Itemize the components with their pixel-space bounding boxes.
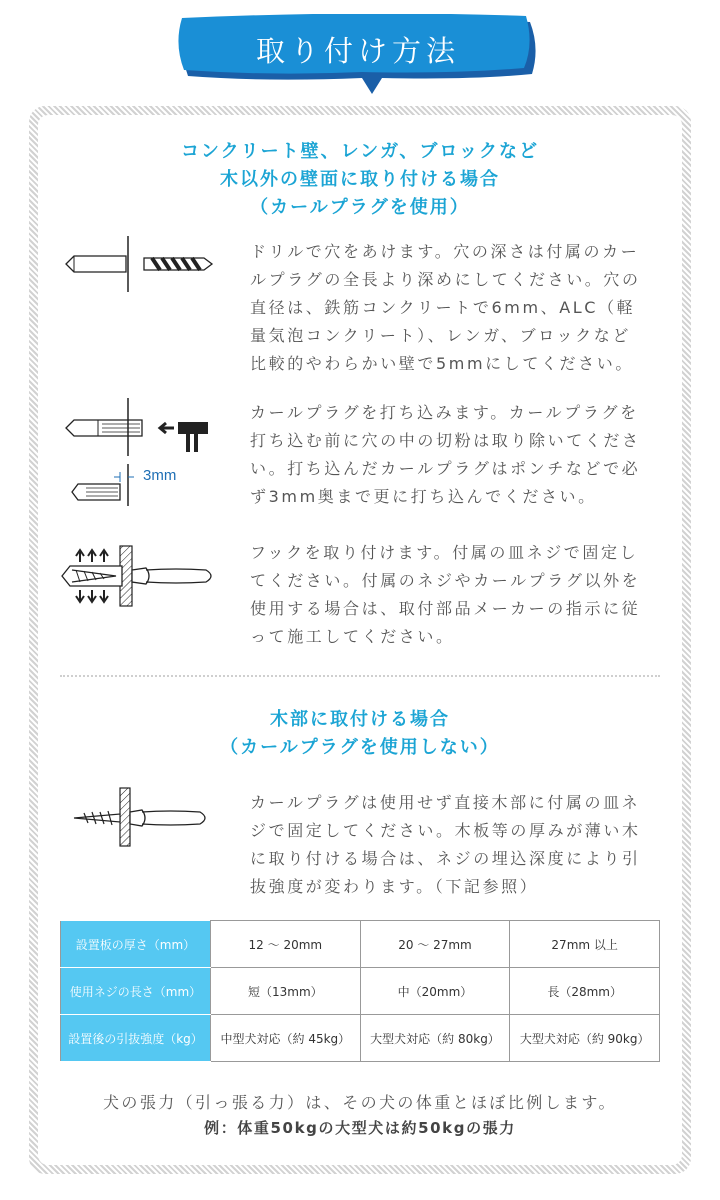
text-line: ルプラグの全長より深めにしてください。穴の [250, 270, 641, 289]
table-cell: 大型犬対応（約 90kg） [510, 1015, 660, 1062]
heading-line: 木以外の壁面に取り付ける場合 [220, 169, 500, 190]
text-line: 抜強度が変わります。（下記参照） [250, 877, 539, 896]
step-text-screw [250, 539, 654, 651]
table-row [61, 968, 660, 1015]
dimension-label: 3mm [143, 467, 177, 484]
page-title: 取り付け方法 [255, 34, 460, 68]
text-line: 比較的やわらかい壁で5mmにしてください。 [250, 354, 634, 373]
text-line: い。打ち込んだカールプラグはポンチなどで必 [250, 459, 641, 478]
table-row [61, 921, 660, 968]
table-cell: 中（20mm） [360, 968, 510, 1015]
step-text-plug [250, 399, 654, 511]
section-heading-masonry [60, 138, 660, 222]
text-line: てください。付属のネジやカールプラグ以外を [250, 571, 641, 590]
heading-line: （カールプラグを使用） [250, 197, 470, 218]
step-text-drill [250, 238, 654, 378]
heading-line: 木部に取付ける場合 [270, 709, 450, 730]
table-cell: 12 〜 20mm [211, 921, 361, 968]
table-row [61, 1015, 660, 1062]
text-line: に取り付ける場合は、ネジの埋込深度により引 [250, 849, 641, 868]
table-cell: 27mm 以上 [510, 921, 660, 968]
text-line: ドリルで穴をあけます。穴の深さは付属のカー [250, 242, 640, 261]
text-line: 直径は、鉄筋コンクリートで6mm、ALC（軽 [250, 298, 636, 317]
heading-line: コンクリート壁、レンガ、ブロックなど [180, 141, 540, 162]
text-line: ず3mm奥まで更に打ち込んでください。 [250, 487, 597, 506]
row-header: 設置後の引抜強度（kg） [61, 1015, 211, 1062]
text-line: ジで固定してください。木板等の厚みが薄い木 [250, 821, 641, 840]
table-cell: 中型犬対応（約 45kg） [211, 1015, 361, 1062]
screw-expansion-icon [56, 542, 226, 612]
row-header: 使用ネジの長さ（mm） [61, 968, 211, 1015]
drill-bit-icon [62, 232, 222, 296]
text-line: カールプラグを打ち込みます。カールプラグを [250, 403, 639, 422]
text-line: 量気泡コンクリート）、レンガ、ブロックなど [250, 326, 631, 345]
tension-note: 犬の張力（引っ張る力）は、その犬の体重とほぼ比例します。 [103, 1093, 617, 1112]
table-cell: 大型犬対応（約 80kg） [360, 1015, 510, 1062]
hammer-plug-icon [62, 398, 232, 508]
text-line: フックを取り付けます。付属の皿ネジで固定し [250, 543, 639, 562]
heading-line: （カールプラグを使用しない） [220, 737, 500, 758]
text-line: 使用する場合は、取付部品メーカーの指示に従 [250, 599, 641, 618]
text-line: って施工してください。 [250, 627, 455, 646]
table-cell: 短（13mm） [211, 968, 361, 1015]
section-divider [60, 675, 660, 677]
wood-screw-icon [70, 782, 220, 852]
row-header: 設置板の厚さ（mm） [61, 921, 211, 968]
table-cell: 20 〜 27mm [360, 921, 510, 968]
step-text-wood [250, 789, 654, 901]
section-heading-wood [60, 706, 660, 762]
text-line: 打ち込む前に穴の中の切粉は取り除いてくださ [250, 431, 641, 450]
table-cell: 長（28mm） [510, 968, 660, 1015]
text-line: カールプラグは使用せず直接木部に付属の皿ネ [250, 793, 641, 812]
strength-table [60, 920, 660, 1062]
tension-example: 例：体重50kgの大型犬は約50kgの張力 [204, 1119, 516, 1137]
